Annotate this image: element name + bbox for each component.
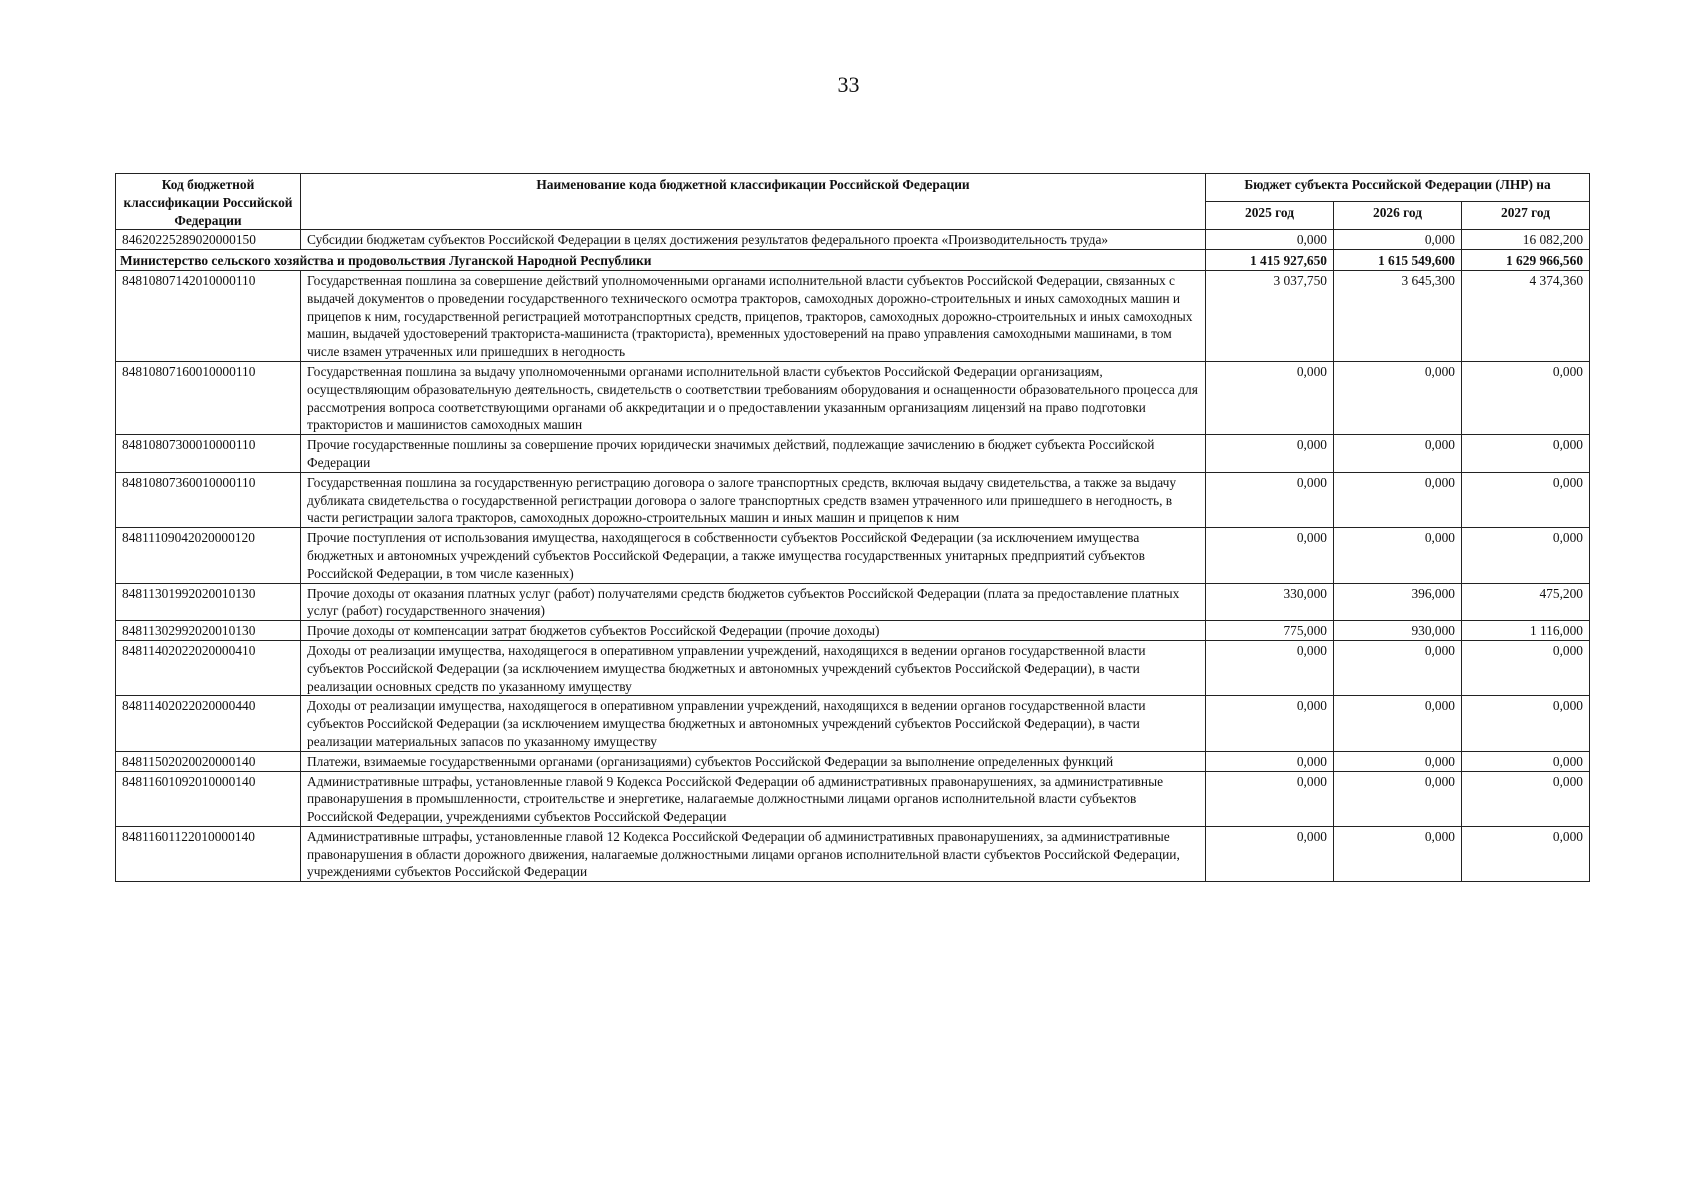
row-code: 84811301992020010130	[116, 583, 301, 621]
row-value-2027: 1 116,000	[1462, 621, 1590, 641]
row-value-2026: 0,000	[1334, 230, 1462, 250]
row-value-2025: 3 037,750	[1206, 270, 1334, 361]
row-value-2025: 0,000	[1206, 472, 1334, 527]
header-code-column: Код бюджетной классификации Российской Федерации	[116, 174, 301, 230]
row-name: Доходы от реализации имущества, находящегося в оперативном управлении учреждений, находящихся в ведении органов государственной власти субъектов Российской Федерации (за исключением имущества бюджетных и автономных учреждений субъектов Российской Федерации), в части реализации материальных запасов по указанному имуществу	[301, 696, 1206, 751]
row-code: 84810807300010000110	[116, 435, 301, 473]
row-name: Прочие поступления от использования имущества, находящегося в собственности субъектов Российской Федерации (за исключением имущества бюджетных и автономных учреждений субъектов Российской Федерации, а также имущества государственных унитарных предприятий субъектов Российской Федерации, в том числе казенных)	[301, 528, 1206, 583]
row-value-2025: 0,000	[1206, 640, 1334, 695]
row-name: Доходы от реализации имущества, находящегося в оперативном управлении учреждений, находящихся в ведении органов государственной власти субъектов Российской Федерации (за исключением имущества бюджетных и автономных учреждений субъектов Российской Федерации), в части реализации основных средств по указанному имуществу	[301, 640, 1206, 695]
table-row	[116, 230, 1590, 250]
row-code: 84811601092010000140	[116, 771, 301, 826]
row-value-2026: 930,000	[1334, 621, 1462, 641]
row-code: 84811402022020000410	[116, 640, 301, 695]
row-value-2026: 396,000	[1334, 583, 1462, 621]
row-name: Государственная пошлина за государственную регистрацию договора о залоге транспортных средств, включая выдачу свидетельства, а также за выдачу дубликата свидетельства о государственной регистрации договора о залоге транспортных средств взамен утраченного или пришедшего в негодность, в части регистрации залога тракторов, самоходных дорожно-строительных машин и иных машин и прицепов к ним	[301, 472, 1206, 527]
table-row	[116, 435, 1590, 473]
header-year-2026: 2026 год	[1334, 202, 1462, 230]
ministry-title: Министерство сельского хозяйства и продовольствия Луганской Народной Республики	[116, 250, 1206, 271]
header-name-column: Наименование кода бюджетной классификации Российской Федерации	[301, 174, 1206, 230]
table-row	[116, 270, 1590, 361]
table-row	[116, 621, 1590, 641]
row-value-2027: 0,000	[1462, 435, 1590, 473]
table-row	[116, 751, 1590, 771]
row-value-2027: 0,000	[1462, 472, 1590, 527]
row-value-2027: 0,000	[1462, 361, 1590, 434]
row-value-2026: 0,000	[1334, 640, 1462, 695]
table-row	[116, 696, 1590, 751]
table-row	[116, 528, 1590, 583]
row-code: 84811109042020000120	[116, 528, 301, 583]
row-name: Государственная пошлина за выдачу уполномоченными органами исполнительной власти субъектов Российской Федерации организациям, осуществляющим образовательную деятельность, свидетельств о соответствии требованиям оборудования и оснащенности образовательного процесса для рассмотрения вопроса соответствующими органами об аккредитации и о предоставлении указанным организациям лицензий на право подготовки трактористов и машинистов самоходных машин	[301, 361, 1206, 434]
row-value-2025: 775,000	[1206, 621, 1334, 641]
row-value-2027: 0,000	[1462, 826, 1590, 881]
ministry-total-2026: 1 615 549,600	[1334, 250, 1462, 271]
row-value-2027: 0,000	[1462, 640, 1590, 695]
row-code: 84810807142010000110	[116, 270, 301, 361]
row-value-2026: 0,000	[1334, 771, 1462, 826]
row-code: 84811402022020000440	[116, 696, 301, 751]
row-name: Прочие доходы от компенсации затрат бюджетов субъектов Российской Федерации (прочие доходы)	[301, 621, 1206, 641]
budget-revenue-table	[115, 173, 1590, 882]
row-name: Платежи, взимаемые государственными органами (организациями) субъектов Российской Федерации за выполнение определенных функций	[301, 751, 1206, 771]
row-code: 84811302992020010130	[116, 621, 301, 641]
table-row	[116, 771, 1590, 826]
row-code: 84810807360010000110	[116, 472, 301, 527]
row-value-2026: 0,000	[1334, 751, 1462, 771]
table-row	[116, 583, 1590, 621]
row-value-2027: 4 374,360	[1462, 270, 1590, 361]
row-value-2026: 0,000	[1334, 361, 1462, 434]
header-budget-column: Бюджет субъекта Российской Федерации (ЛНР) на	[1206, 174, 1590, 202]
row-code: 84620225289020000150	[116, 230, 301, 250]
table-row	[116, 640, 1590, 695]
row-name: Государственная пошлина за совершение действий уполномоченными органами исполнительной власти субъектов Российской Федерации, связанных с выдачей документов о проведении государственного технического осмотра тракторов, самоходных дорожно-строительных и иных самоходных машин и прицепов к ним, государственной регистрацией мототранспортных средств, прицепов, тракторов, самоходных дорожно-строительных и иных самоходных машин, выдачей удостоверений тракториста-машиниста (тракториста), временных удостоверений на право управления самоходными машинами, в том числе взамен утраченных или пришедших в негодность	[301, 270, 1206, 361]
row-value-2026: 0,000	[1334, 435, 1462, 473]
row-value-2025: 0,000	[1206, 826, 1334, 881]
table-row	[116, 472, 1590, 527]
header-year-2027: 2027 год	[1462, 202, 1590, 230]
row-value-2025: 0,000	[1206, 771, 1334, 826]
row-value-2027: 0,000	[1462, 771, 1590, 826]
table-header-row	[116, 174, 1590, 202]
ministry-total-2025: 1 415 927,650	[1206, 250, 1334, 271]
row-code: 84811502020020000140	[116, 751, 301, 771]
row-value-2025: 0,000	[1206, 751, 1334, 771]
row-value-2026: 3 645,300	[1334, 270, 1462, 361]
row-value-2027: 16 082,200	[1462, 230, 1590, 250]
row-value-2027: 0,000	[1462, 751, 1590, 771]
row-code: 84811601122010000140	[116, 826, 301, 881]
row-value-2026: 0,000	[1334, 696, 1462, 751]
header-year-2025: 2025 год	[1206, 202, 1334, 230]
row-value-2025: 0,000	[1206, 696, 1334, 751]
row-value-2025: 0,000	[1206, 435, 1334, 473]
row-value-2025: 330,000	[1206, 583, 1334, 621]
row-value-2025: 0,000	[1206, 230, 1334, 250]
row-code: 84810807160010000110	[116, 361, 301, 434]
row-name: Прочие доходы от оказания платных услуг (работ) получателями средств бюджетов субъектов Российской Федерации (плата за предоставление платных услуг (работ) государственного значения)	[301, 583, 1206, 621]
row-value-2027: 0,000	[1462, 696, 1590, 751]
row-value-2026: 0,000	[1334, 826, 1462, 881]
table-row	[116, 361, 1590, 434]
row-value-2025: 0,000	[1206, 528, 1334, 583]
row-value-2026: 0,000	[1334, 528, 1462, 583]
row-name: Прочие государственные пошлины за совершение прочих юридически значимых действий, подлежащие зачислению в бюджет субъекта Российской Федерации	[301, 435, 1206, 473]
row-value-2026: 0,000	[1334, 472, 1462, 527]
row-value-2027: 0,000	[1462, 528, 1590, 583]
ministry-total-row	[116, 250, 1590, 271]
row-value-2025: 0,000	[1206, 361, 1334, 434]
row-name: Административные штрафы, установленные главой 9 Кодекса Российской Федерации об административных правонарушениях, за административные правонарушения в промышленности, строительстве и энергетике, налагаемые должностными лицами органов исполнительной власти субъектов Российской Федерации, учреждениями субъектов Российской Федерации	[301, 771, 1206, 826]
row-name: Административные штрафы, установленные главой 12 Кодекса Российской Федерации об административных правонарушениях, за административные правонарушения в области дорожного движения, налагаемые должностными лицами органов исполнительной власти субъектов Российской Федерации, учреждениями субъектов Российской Федерации	[301, 826, 1206, 881]
row-name: Субсидии бюджетам субъектов Российской Федерации в целях достижения результатов федерального проекта «Производительность труда»	[301, 230, 1206, 250]
row-value-2027: 475,200	[1462, 583, 1590, 621]
page-number: 33	[837, 72, 860, 97]
table-row	[116, 826, 1590, 881]
ministry-total-2027: 1 629 966,560	[1462, 250, 1590, 271]
